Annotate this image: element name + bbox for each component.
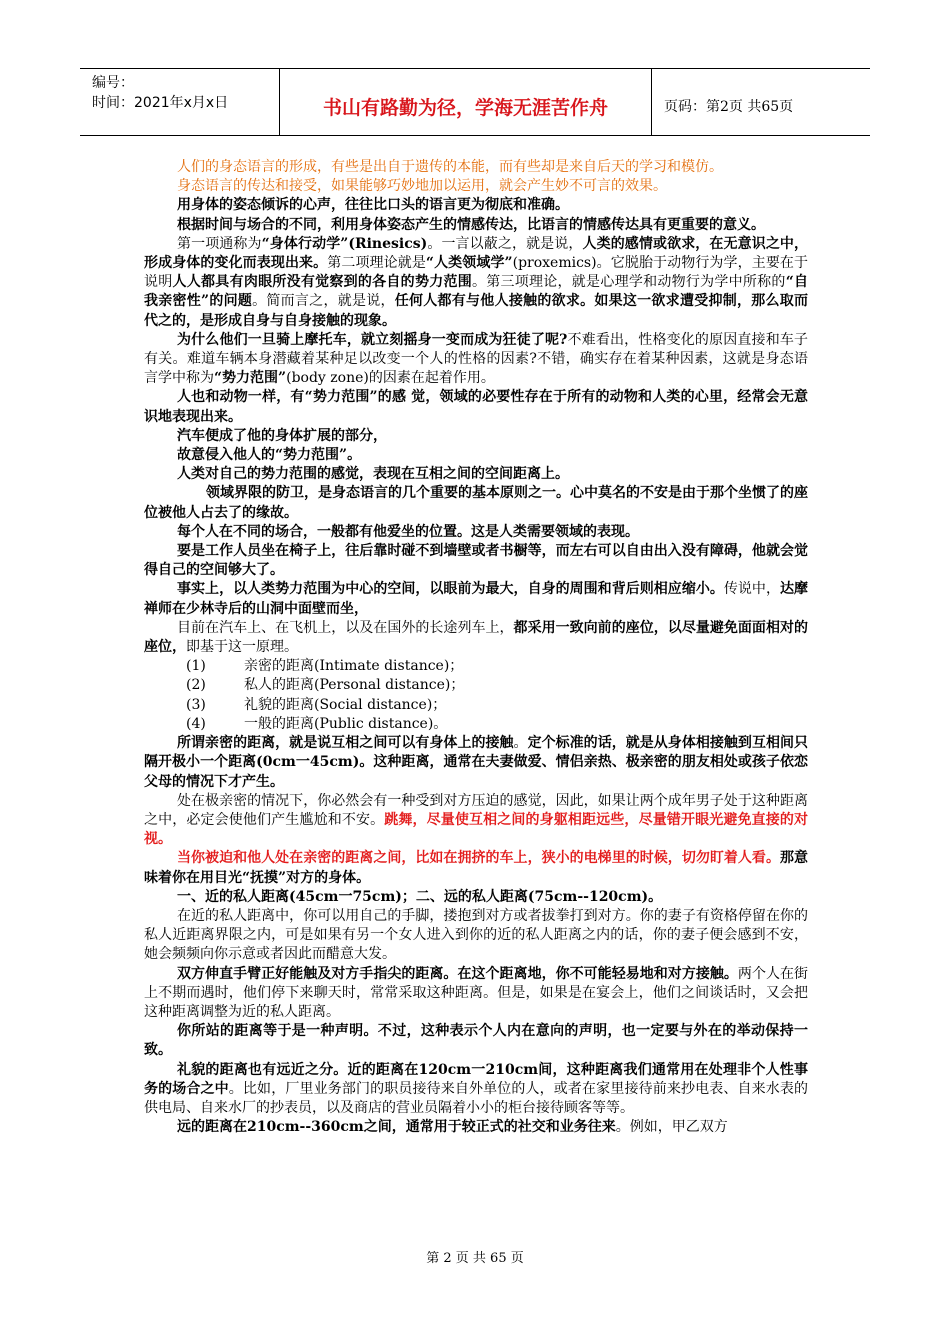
text-run: 达摩禅师在少林寺后的山洞中面壁而坐， <box>144 581 809 617</box>
paragraph <box>144 331 808 389</box>
paragraph <box>144 580 808 618</box>
list-number: (1) <box>186 658 206 675</box>
text-run: 跳舞，尽量使互相之间的身躯相距远些，尽量错开眼光避免直接的对视。 <box>144 811 808 848</box>
list-text: 礼貌的距离(Social distance)； <box>244 696 447 713</box>
text-run: 双方伸直手臂正好能触及对方手指尖的距离。在这个距离地，你不可能轻易地和对方接触。 <box>177 965 738 982</box>
paragraph <box>144 619 808 657</box>
header-motto: 书山有路勤为径，学海无涯苦作舟 <box>280 69 652 135</box>
list-item <box>144 715 808 734</box>
text-run: 事实上，以人类势力范围为中心的空间，以眼前为最大，自身的周围和背后则相应缩小。 <box>177 581 724 598</box>
text-run: (body zone)的因素在起着作用。 <box>286 370 495 387</box>
text-run: 人人都具有肉眼所没有觉察到的各自的势力范围 <box>172 274 472 291</box>
paragraph: 要是工作人员坐在椅子上，往后靠时碰不到墙壁或者书橱等，而左右可以自由出入没有障碍，他就会觉得自己的空间够大了。 <box>144 543 808 579</box>
list-number: (2) <box>186 677 206 694</box>
text-run: 远的距离在210cm--360cm之间，通常用于较正式的社交和业务往来 <box>177 1119 616 1136</box>
text-run: 处在极亲密的情况下，你必然会有一种受到对方压迫的感觉，因此，如果让两个成年男子处于这种距离之中，必定会使他们产生尴尬和不安。 <box>144 792 808 828</box>
text-run: (proxemics)。它脱胎于动物行为学，主要在于说明 <box>144 255 809 291</box>
text-run: 。例如，甲乙双方 <box>615 1119 728 1136</box>
paragraph: 人也和动物一样，有“势力范围”的感 觉，领域的必要性存在于所有的动物和人类的心里，经常会无意识地表现出来。 <box>144 389 808 425</box>
paragraph: 根据时间与场合的不同，利用身体姿态产生的情感传达，比语言的情感传达具有更重要的意义。 <box>177 216 765 233</box>
text-run: 心中莫名的不安是由于那个坐惯了的座位被他人占去了的缘故。 <box>144 485 808 521</box>
paragraph: 故意侵入他人的“势力范围”。 <box>177 447 362 464</box>
list-item <box>144 696 808 715</box>
text-run: 定个标准的话，就是从身体相接触到互相间只隔开极小一个距离(0cm一45cm)。这种距离，通常在夫妻做爱、情侣亲热、极亲密的朋友相处或孩子依恋父母的情况下才产生。 <box>144 735 809 790</box>
paragraph: 汽车便成了他的身体扩展的部分， <box>177 427 387 444</box>
list-number: (3) <box>186 696 206 713</box>
paragraph <box>144 235 808 331</box>
paragraph: 一、近的私人距离(45cm一75cm)；二、远的私人距离(75cm--120cm)。 <box>177 888 663 905</box>
list-text: 私人的距离(Personal distance)； <box>244 677 465 694</box>
paragraph <box>144 1118 808 1137</box>
paragraph: 用身体的姿态倾诉的心声，往往比口头的语言更为彻底和准确。 <box>177 197 569 214</box>
text-run: 传说中， <box>723 581 780 598</box>
list-text: 亲密的距离(Intimate distance)； <box>244 658 464 675</box>
text-run: 人类的感情或欲求，在无意识之中，形成身体的变化而表现出来。 <box>144 235 809 272</box>
text-run: 。简而言之，就是说， <box>252 293 395 310</box>
text-run: 不难看出，性格变化的原因直接和车子有关。难道车辆本身潜藏着某种足以改变一个人的性格的因素?不错，确实存在着某种因素，这就是身态语言学中称为 <box>144 331 809 387</box>
text-run: “身体行动学”(Rinesics) <box>261 235 428 252</box>
time-label: 时间：2021年x月x日 <box>92 95 229 111</box>
text-run: “势力范围” <box>214 370 287 387</box>
document-body <box>144 158 808 1137</box>
text-run: 礼貌的距离也有远近之分。近的距离在120cm一210cm间，这种距离我们通常用在处理非个人性事务的场合之中 <box>144 1061 808 1097</box>
text-run: 两个人在街上不期而遇时，他们停下来聊天时，常常采取这种距离。但是，如果是在宴会上，他们之间谈话时，又会把这种距离调整为近的私人距离。 <box>144 965 809 1020</box>
text-run: 领域界限的防卫，是身态语言的几个重要的基本原则之一。 <box>206 485 570 502</box>
text-run: 所谓亲密的距离，就是说互相之间可以有身体上的接触 <box>177 735 514 752</box>
paragraph <box>144 734 808 792</box>
text-run: 为什么他们一旦骑上摩托车，就立刻摇身一变而成为狂徒了呢? <box>177 331 568 348</box>
list-number: (4) <box>186 715 206 732</box>
text-run: “自我亲密性”的问题 <box>144 274 809 310</box>
text-run: 那意味着你在用目光“抚摸”对方的身体。 <box>144 850 809 886</box>
text-run: “人类领域学” <box>425 255 513 272</box>
paragraph <box>144 792 808 850</box>
list-text: 一般的距离(Public distance)。 <box>244 715 448 732</box>
distance-list <box>144 657 808 734</box>
paragraph <box>144 484 808 522</box>
paragraph: 你所站的距离等于是一种声明。不过，这种表示个人内在意向的声明，也一定要与外在的举动保持一致。 <box>144 1023 808 1059</box>
paragraph: 人们的身态语言的形成，有些是出自于遗传的本能，而有些却是来自后天的学习和模仿。 <box>177 159 723 175</box>
text-run: 第二项理论就是 <box>327 255 426 272</box>
text-run: 都采用一致向前的座位，以尽量避免面面相对的座位， <box>144 619 809 656</box>
paragraph <box>144 965 808 1023</box>
page-header <box>80 68 870 136</box>
text-run: 任何人都有与他人接触的欲求。如果这一欲求遭受抑制，那么取而代之的，是形成自身与自身接触的现象。 <box>144 293 809 329</box>
text-run: 。第三项理论，就是心理学和动物行为学中所称的 <box>471 274 786 291</box>
paragraph <box>144 849 808 887</box>
paragraph: 人类对自己的势力范围的感觉，表现在互相之间的空间距离上。 <box>177 466 569 483</box>
paragraph: 身态语言的传达和接受，如果能够巧妙地加以运用，就会产生妙不可言的效果。 <box>177 178 667 195</box>
text-run: 。比如，厂里业务部门的职员接待来自外单位的人，或者在家里接待前来抄电表、自来水表的供电局、自来水厂的抄表员，以及商店的营业员隔着小小的柜台接待顾客等等。 <box>144 1080 809 1116</box>
number-label: 编号： <box>92 75 134 91</box>
page-footer: 第 2 页 共 65 页 <box>426 1251 524 1266</box>
text-run: 当你被迫和他人处在亲密的距离之间，比如在拥挤的车上，狭小的电梯里的时候，切勿盯着人看。 <box>177 850 780 867</box>
header-meta <box>80 69 280 135</box>
text-run: 。一言以蔽之，就是说， <box>427 235 583 252</box>
paragraph: 每个人在不同的场合，一般都有他爱坐的位置。这是人类需要领域的表现。 <box>177 523 639 540</box>
paragraph <box>144 1061 808 1119</box>
list-item <box>144 676 808 695</box>
header-page-code: 页码：第2页 共65页 <box>664 99 794 115</box>
text-run: 即基于这一原理。 <box>186 639 298 656</box>
list-item <box>144 657 808 676</box>
text-run: 。 <box>513 735 528 752</box>
text-run: 第一项通称为 <box>177 235 262 252</box>
text-run: 目前在汽车上、在飞机上，以及在国外的长途列车上， <box>177 619 514 636</box>
paragraph: 在近的私人距离中，你可以用自己的手脚，搂抱到对方或者拔拳打到对方。你的妻子有资格停留在你的私人近距离界限之内，可是如果有另一个女人进入到你的近的私人距离之内的话，你的妻子便会感到不安，她会频频向你示意或者因此而醋意大发。 <box>144 907 808 963</box>
